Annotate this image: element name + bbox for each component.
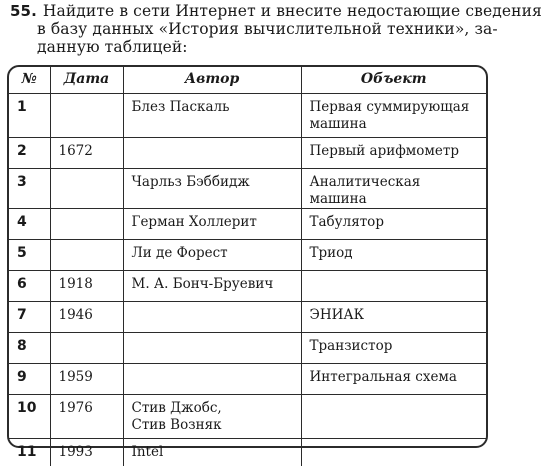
task-line-3: данную таблицей:: [10, 38, 486, 56]
cell-date: [50, 333, 123, 364]
cell-date: 1959: [50, 364, 123, 395]
table-row: [9, 94, 486, 138]
cell-num: 11: [9, 439, 50, 466]
cell-date: [50, 209, 123, 240]
cell-author: [123, 364, 301, 395]
cell-num: 9: [9, 364, 50, 395]
cell-author: Стив Джобс, Стив Возняк: [123, 395, 301, 439]
cell-object: Первая суммирующая машина: [301, 94, 486, 138]
cell-author: Герман Холлерит: [123, 209, 301, 240]
table-header-row: [9, 67, 486, 94]
cell-date: [50, 94, 123, 138]
cell-object: Табулятор: [301, 209, 486, 240]
cell-author: М. А. Бонч-Бруевич: [123, 271, 301, 302]
cell-author: [123, 333, 301, 364]
header-num: №: [9, 67, 50, 94]
cell-author: Чарльз Бэббидж: [123, 169, 301, 209]
table-row: [9, 333, 486, 364]
cell-object: [301, 271, 486, 302]
table-row: [9, 169, 486, 209]
cell-date: [50, 240, 123, 271]
cell-date: 1918: [50, 271, 123, 302]
cell-date: [50, 169, 123, 209]
task-text: [10, 2, 486, 56]
task-line-1: 55. Найдите в сети Интернет и внесите недостающие сведения: [10, 2, 486, 20]
task-line-2: в базу данных «История вычислительной техники», за-: [10, 20, 486, 38]
cell-num: 3: [9, 169, 50, 209]
cell-num: 7: [9, 302, 50, 333]
header-object: Объект: [301, 67, 486, 94]
cell-date: 1946: [50, 302, 123, 333]
cell-object: Аналитическая машина: [301, 169, 486, 209]
cell-object: Триод: [301, 240, 486, 271]
cell-num: 10: [9, 395, 50, 439]
cell-num: 8: [9, 333, 50, 364]
cell-object: Транзистор: [301, 333, 486, 364]
cell-object: Интегральная схема: [301, 364, 486, 395]
cell-object: [301, 395, 486, 439]
cell-date: 1672: [50, 138, 123, 169]
cell-date: 1993: [50, 439, 123, 466]
table-row: [9, 240, 486, 271]
table-row: [9, 209, 486, 240]
table-row: [9, 395, 486, 439]
cell-num: 6: [9, 271, 50, 302]
cell-num: 4: [9, 209, 50, 240]
cell-author: Блез Паскаль: [123, 94, 301, 138]
header-author: Автор: [123, 67, 301, 94]
cell-author: Intel: [123, 439, 301, 466]
table-row: [9, 302, 486, 333]
task-number: 55.: [10, 2, 37, 20]
cell-object: Первый арифмометр: [301, 138, 486, 169]
history-table-frame: [7, 65, 488, 448]
table-row: [9, 439, 486, 466]
cell-date: 1976: [50, 395, 123, 439]
cell-object: [301, 439, 486, 466]
cell-num: 1: [9, 94, 50, 138]
cell-num: 2: [9, 138, 50, 169]
cell-num: 5: [9, 240, 50, 271]
table-row: [9, 271, 486, 302]
history-table: [9, 67, 486, 466]
header-date: Дата: [50, 67, 123, 94]
table-row: [9, 138, 486, 169]
cell-author: [123, 138, 301, 169]
cell-author: Ли де Форест: [123, 240, 301, 271]
table-row: [9, 364, 486, 395]
cell-object: ЭНИАК: [301, 302, 486, 333]
cell-author: [123, 302, 301, 333]
